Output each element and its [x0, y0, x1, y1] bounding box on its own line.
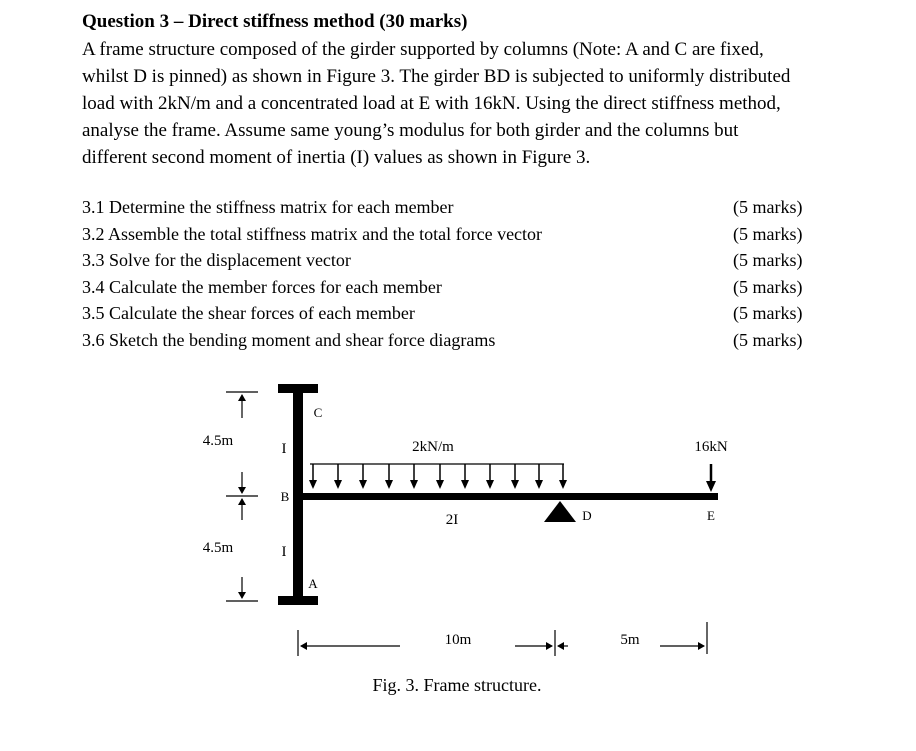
node-label-c: C: [313, 405, 323, 420]
task-marks: (5 marks): [733, 276, 803, 297]
node-label-b: B: [280, 489, 290, 504]
task-label: 3.2 Assemble the total stiffness matrix and the total force vector: [82, 223, 543, 244]
pin-support-d: [544, 501, 576, 522]
udl-arrows: [309, 464, 567, 489]
question-line: different second moment of inertia (I) values as shown in Figure 3.: [82, 147, 591, 168]
girder-inertia-label: 2I: [445, 512, 459, 528]
upper-height-label: 4.5m: [202, 433, 234, 449]
span-bd-label: 10m: [444, 632, 472, 648]
node-label-a: A: [308, 576, 318, 591]
node-label-d: D: [582, 508, 592, 523]
node-label-e: E: [707, 508, 715, 523]
figure-caption: Fig. 3. Frame structure.: [372, 675, 542, 695]
task-label: 3.3 Solve for the displacement vector: [82, 250, 351, 270]
question-line: A frame structure composed of the girder supported by columns (Note: A and C are fixed,: [82, 39, 764, 60]
lower-height-label: 4.5m: [202, 540, 234, 556]
task-marks: (5 marks): [733, 329, 803, 350]
task-label: 3.4 Calculate the member forces for each member: [82, 276, 442, 297]
column: [293, 393, 303, 605]
point-load-arrowhead: [706, 481, 716, 492]
task-marks: (5 marks): [733, 223, 803, 244]
fixed-support-a: [278, 596, 318, 605]
question-line: whilst D is pinned) as shown in Figure 3. The girder BD is subjected to uniformly distributed: [82, 66, 791, 87]
span-de-label: 5m: [620, 632, 640, 648]
task-marks: (5 marks): [733, 197, 803, 217]
udl-label: 2kN/m: [412, 439, 454, 455]
horizontal-dimensions: [298, 622, 707, 656]
question-line: analyse the frame. Assume same young’s modulus for both girder and the columns but: [82, 120, 739, 141]
upper-inertia-label: I: [281, 441, 287, 457]
task-label: 3.5 Calculate the shear forces of each member: [82, 303, 415, 323]
question-line: load with 2kN/m and a concentrated load at E with 16kN. Using the direct stiffness method,: [82, 93, 781, 114]
task-label: 3.6 Sketch the bending moment and shear force diagrams: [82, 329, 496, 350]
vertical-dimensions: [226, 392, 258, 601]
task-marks: (5 marks): [733, 250, 803, 270]
task-marks: (5 marks): [733, 303, 803, 323]
point-load-label: 16kN: [694, 439, 728, 455]
girder: [303, 493, 718, 500]
fixed-support-c: [278, 384, 318, 393]
lower-inertia-label: I: [281, 544, 287, 560]
question-title: Question 3 – Direct stiffness method (30 marks): [82, 11, 468, 32]
task-label: 3.1 Determine the stiffness matrix for each member: [82, 197, 454, 217]
